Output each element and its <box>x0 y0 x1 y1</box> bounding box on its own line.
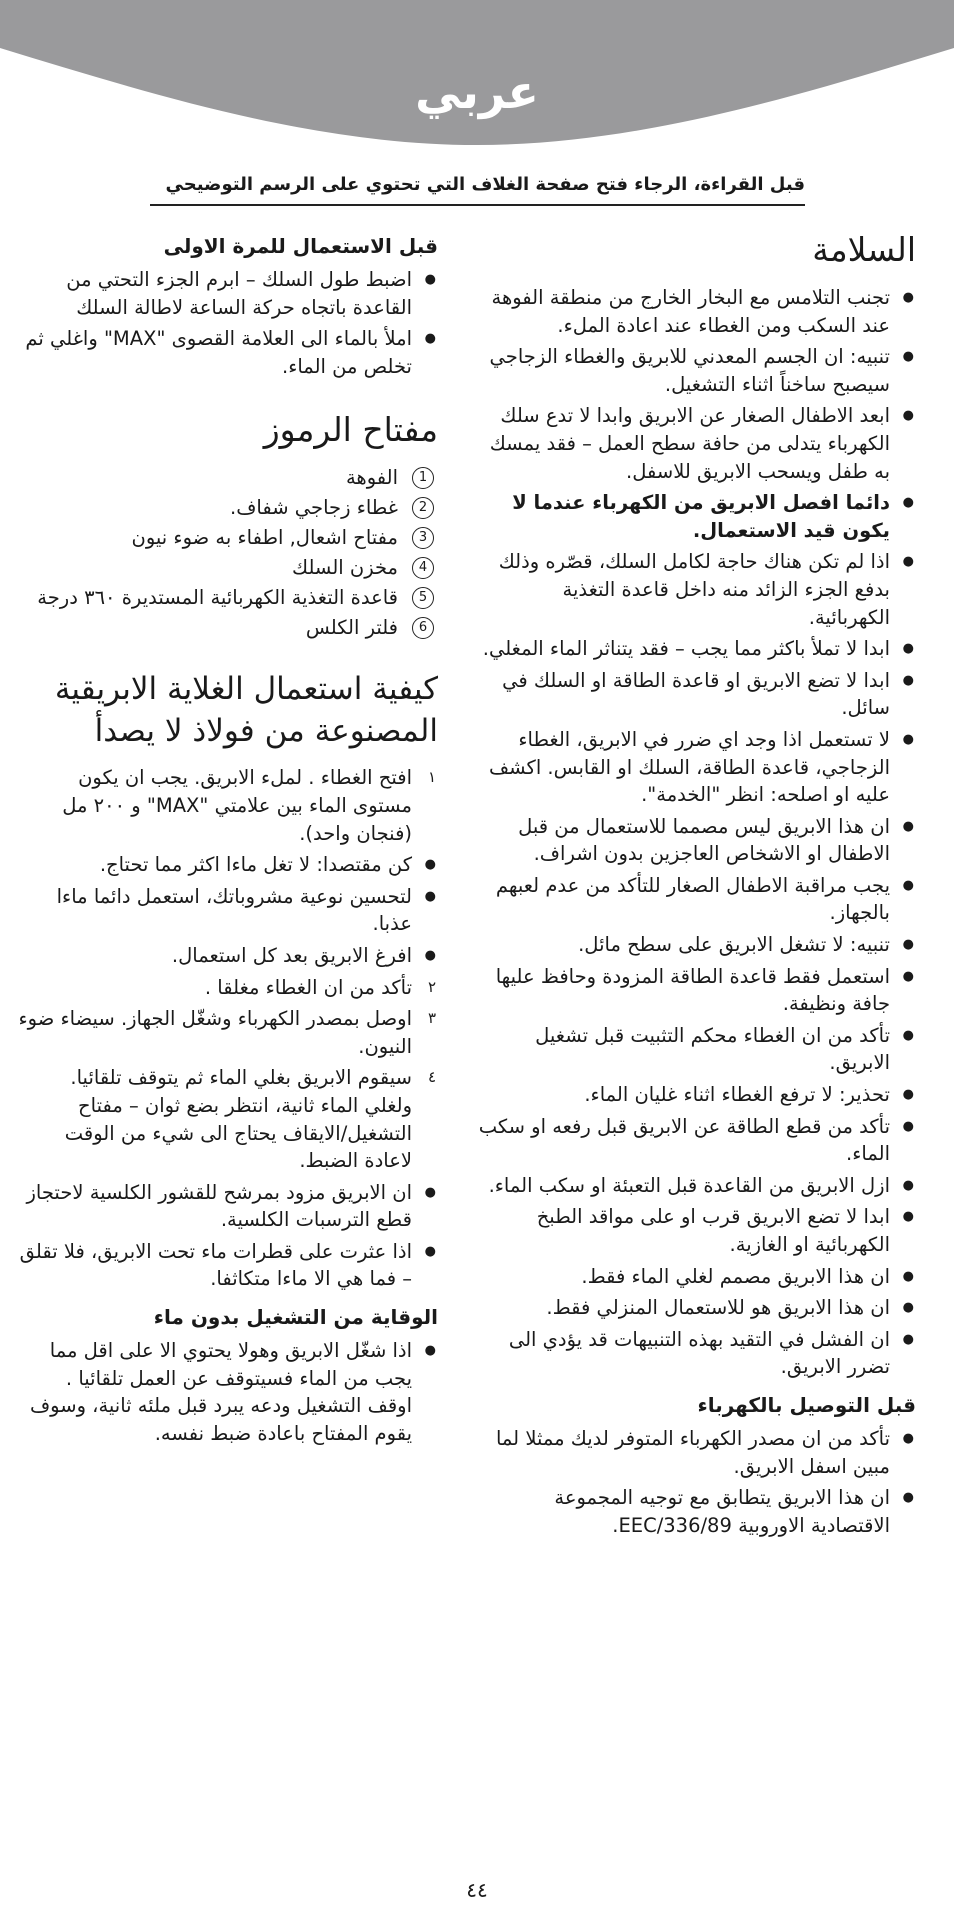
howto-bullet: ● افرغ الابريق بعد كل استعمال. <box>18 942 438 970</box>
legend-heading: مفتاح الرموز <box>263 410 438 450</box>
step-text: تأكد من ان الغطاء مغلقا . <box>204 975 412 999</box>
step-number: ٣ <box>427 1009 436 1028</box>
dry-item: ● اذا شغّل الابريق وهولا يحتوي الا على اقل مما يجب من الماء فسيتوقف عن العمل تلقائيا . اوقف التشغيل ودعه يبرد قبل ملئه ثانية، وسوف يقوم المفتاح باعادة ضبط نفسه. <box>18 1337 438 1447</box>
electrical-item: ● ان هذا الابريق يتطابق مع توجيه المجموعة الاقتصادية الاوروبية EEC/336/89. <box>476 1484 916 1539</box>
language-title: عربي <box>415 65 539 119</box>
safety-item: ● ان هذا الابريق ليس مصمما للاستعمال من قبل الاطفال او الاشخاص العاجزين بدون اشراف. <box>476 813 916 868</box>
step-number: ١ <box>427 768 436 787</box>
safety-item: ● تحذير: لا ترفع الغطاء اثناء غليان الماء. <box>476 1081 916 1109</box>
legend-number: 3 <box>412 527 434 549</box>
safety-item: ● تنبيه: لا تشغل الابريق على سطح مائل. <box>476 931 916 959</box>
howto-step <box>18 764 438 847</box>
legend-number: 5 <box>412 587 434 609</box>
safety-item: ● ابدا لا تضع الابريق او قاعدة الطاقة او السلك في سائل. <box>476 667 916 722</box>
legend-number: 1 <box>412 467 434 489</box>
howto-heading: كيفية استعمال الغلاية الابريقية المصنوعة من فولاذ لا يصدأ <box>54 671 438 750</box>
first-use-list <box>18 266 438 380</box>
legend-number: 4 <box>412 557 434 579</box>
header-band <box>0 0 954 165</box>
safety-item: ● تأكد من قطع الطاقة عن الابريق قبل رفعه او سكب الماء. <box>476 1113 916 1168</box>
notice-banner: قبل القراءة، الرجاء فتح صفحة الغلاف التي تحتوي على الرسم التوضيحي <box>150 172 805 206</box>
howto-bullet: ● ان الابريق مزود بمرشح للقشور الكلسية لاحتجاز قطع الترسبات الكلسية. <box>18 1179 438 1234</box>
safety-list <box>476 284 916 1381</box>
howto-bullet: ● لتحسين نوعية مشروباتك، استعمل دائما ماءا عذبا. <box>18 883 438 938</box>
safety-item: ● لا تستعمل اذا وجد اي ضرر في الابريق، الغطاء الزجاجي، قاعدة الطاقة، السلك او القابس. اكشف عليه او اصلحه: انظر "الخدمة". <box>476 726 916 809</box>
safety-item: ● ان هذا الابريق هو للاستعمال المنزلي فقط. <box>476 1294 916 1322</box>
legend-number: 6 <box>412 617 434 639</box>
electrical-heading: قبل التوصيل بالكهرباء <box>697 1392 916 1417</box>
legend-label: فلتر الكلس <box>305 616 398 640</box>
legend-label: مفتاح اشعال, اطفاء به ضوء نيون <box>131 526 398 550</box>
safety-item: ● ابدا لا تضع الابريق قرب او على مواقد الطبخ الكهربائية او الغازية. <box>476 1203 916 1258</box>
legend-item <box>18 584 438 612</box>
howto-bullets-1 <box>18 851 438 969</box>
safety-item: ● يجب مراقبة الاطفال الصغار للتأكد من عدم لعبهم بالجهاز. <box>476 872 916 927</box>
safety-item: ● ابدا لا تملأ باكثر مما يجب – فقد يتناثر الماء المغلي. <box>476 635 916 663</box>
page-number: ٤٤ <box>466 1878 488 1902</box>
safety-item: ● ابعد الاطفال الصغار عن الابريق وابدا لا تدع سلك الكهرباء يتدلى من حافة سطح العمل – فقد يمسك به طفل ويسحب الابريق للاسفل. <box>476 402 916 485</box>
legend-label: الفوهة <box>345 466 398 490</box>
safety-item: ● ان هذا الابريق مصمم لغلي الماء فقط. <box>476 1263 916 1291</box>
first-use-item: ● اضبط طول السلك – ابرم الجزء التحتي من القاعدة باتجاه حركة الساعة لاطالة السلك <box>18 266 438 321</box>
step-text: افتح الغطاء . لملء الابريق. يجب ان يكون مستوى الماء بين علامتي "MAX" و ٢٠٠ مل (فنجان واحد). <box>62 766 412 845</box>
legend-item <box>18 524 438 552</box>
first-use-heading: قبل الاستعمال للمرة الاولى <box>163 234 438 258</box>
legend-label: مخزن السلك <box>292 556 398 580</box>
legend-list <box>18 464 438 642</box>
howto-step <box>18 974 438 1002</box>
howto-steps <box>18 974 438 1175</box>
safety-item-unplug: ● دائما افصل الابريق من الكهرباء عندما لا يكون قيد الاستعمال. <box>476 489 916 544</box>
howto-bullets-2 <box>18 1179 438 1293</box>
howto-step <box>18 1005 438 1060</box>
step-text: اوصل بمصدر الكهرباء وشغّل الجهاز. سيضاء ضوء النيون. <box>18 1007 412 1058</box>
legend-label: غطاء زجاجي شفاف. <box>230 496 398 520</box>
legend-number: 2 <box>412 497 434 519</box>
electrical-list <box>476 1425 916 1539</box>
right-column <box>476 228 916 1543</box>
howto-bullet: ● كن مقتصدا: لا تغل ماءا اكثر مما تحتاج. <box>18 851 438 879</box>
legend-item <box>18 494 438 522</box>
safety-item: ● استعمل فقط قاعدة الطاقة المزودة وحافظ عليها جافة ونظيفة. <box>476 963 916 1018</box>
safety-item: ● تجنب التلامس مع البخار الخارج من منطقة الفوهة عند السكب ومن الغطاء عند اعادة الملء. <box>476 284 916 339</box>
dry-heading: الوقاية من التشغيل بدون ماء <box>153 1305 438 1330</box>
safety-item: ● ازل الابريق من القاعدة قبل التعبئة او سكب الماء. <box>476 1172 916 1200</box>
legend-item <box>18 554 438 582</box>
step-number: ٢ <box>427 977 436 996</box>
dry-list <box>18 1337 438 1447</box>
first-use-item: ● املأ بالماء الى العلامة القصوى "MAX" واغلي ثم تخلص من الماء. <box>18 325 438 380</box>
howto-step1 <box>18 764 438 847</box>
legend-item <box>18 614 438 642</box>
legend-item <box>18 464 438 492</box>
safety-item: ● ان الفشل في التقيد بهذه التنبيهات قد يؤدي الى تضرر الابريق. <box>476 1326 916 1381</box>
howto-step <box>18 1064 438 1174</box>
safety-item: ● تأكد من ان الغطاء محكم التثبيت قبل تشغيل الابريق. <box>476 1022 916 1077</box>
safety-heading: السلامة <box>812 230 916 269</box>
safety-item: ● اذا لم تكن هناك حاجة لكامل السلك، قصّره وذلك بدفع الجزء الزائد منه داخل قاعدة التغذية الكهربائية. <box>476 548 916 631</box>
step-number: ٤ <box>427 1068 436 1087</box>
step-text: سيقوم الابريق بغلي الماء ثم يتوقف تلقائيا. ولغلي الماء ثانية، انتظر بضع ثوان – مفتاح التشغيل/الايقاف يحتاج الى شيء من الوقت لاعادة الضبط. <box>64 1066 412 1173</box>
safety-item: ● تنبيه: ان الجسم المعدني للابريق والغطاء الزجاجي سيصبح ساخناً اثناء التشغيل. <box>476 343 916 398</box>
left-column <box>18 228 438 1451</box>
legend-label: قاعدة التغذية الكهربائية المستديرة ٣٦٠ درجة <box>37 586 398 610</box>
electrical-item: ● تأكد من ان مصدر الكهرباء المتوفر لديك ممثلا لما مبين اسفل الابريق. <box>476 1425 916 1480</box>
howto-bullet: ● اذا عثرت على قطرات ماء تحت الابريق، فلا تقلق – فما هي الا ماءا متكاثفا. <box>18 1238 438 1293</box>
